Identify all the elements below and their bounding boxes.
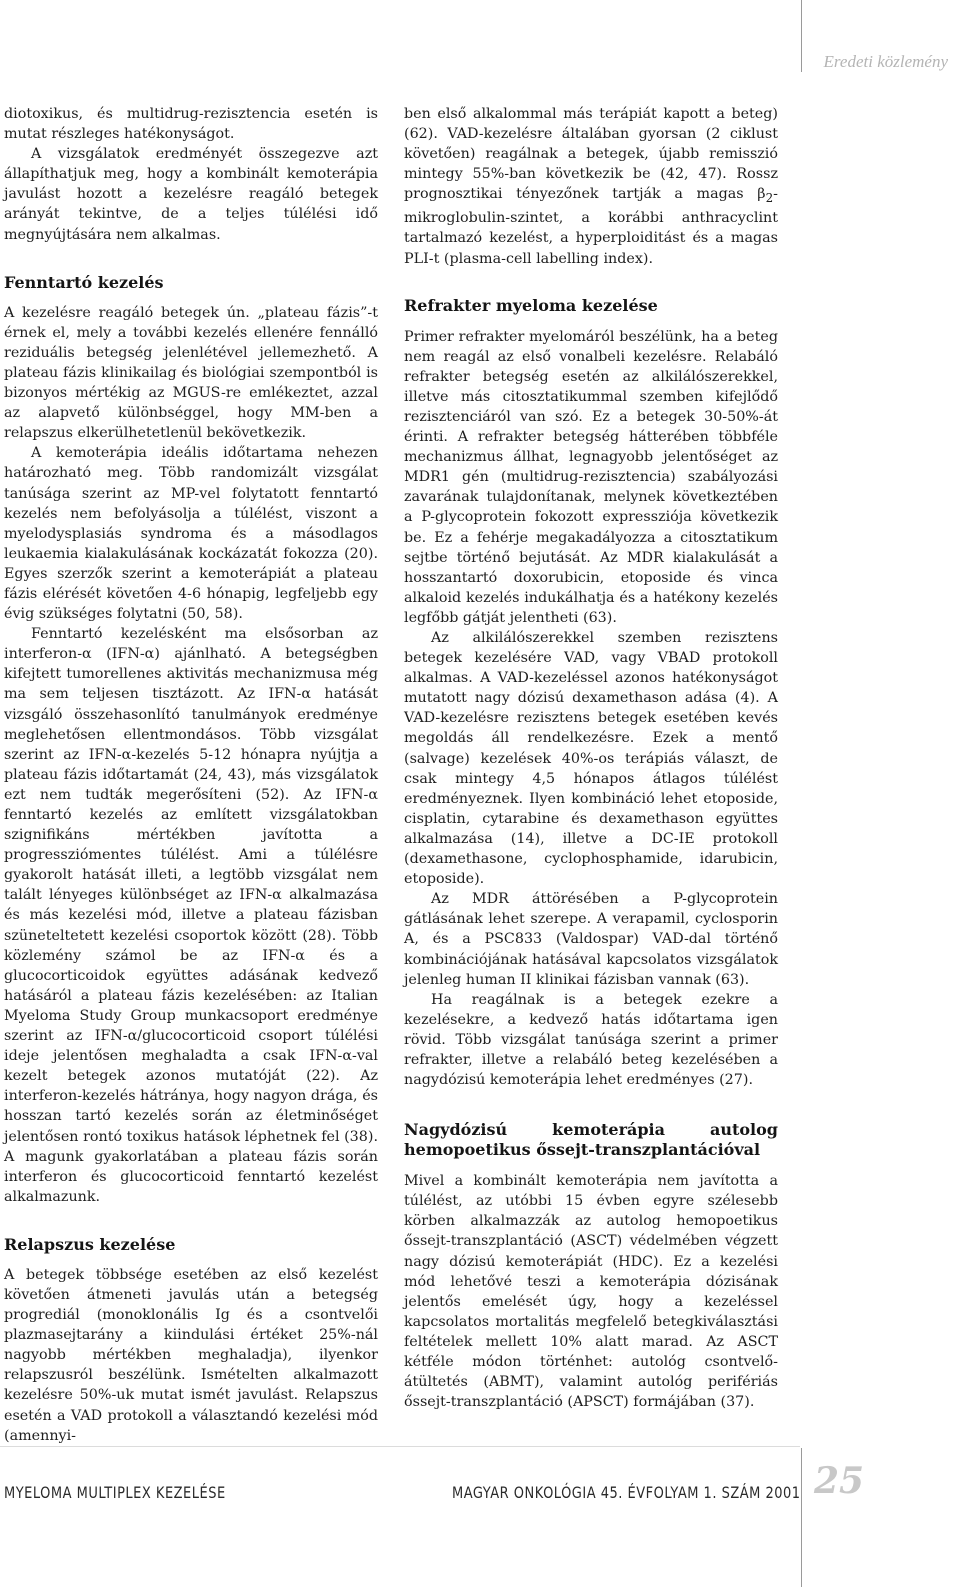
paragraph: Ha reagálnak is a betegek ezekre a kezelésekre, a kedvező hatás időtartama igen rövid. Több vizsgálat tanúsága szerint a primer refrakter, illetve a relabáló beteg kezelésében a nagydózisú kemoterápia lehet eredményes (27). (404, 991, 778, 1089)
section-label: Eredeti közlemény (823, 52, 948, 71)
right-column (404, 104, 778, 1412)
heading-relapse: Relapszus kezelése (4, 1234, 176, 1254)
paragraph: Fenntartó kezelésként ma elsősorban az interferon-α (IFN-α) ajánlható. A betegségben kifejtett tumorellenes aktivitás mechanizmusa még ma sem teljesen tisztázott. Az IFN-α hatását vizsgáló összehasonlító tanulmányok eredménye meglehetősen ellentmondásos. Több vizsgálat szerint az IFN-α-kezelés 5-12 hónapra nyújtja a plateau fázis időtartamát (24, 43), más vizsgálatok ezt nem tudták megerősíteni (52). Az IFN-α fenntartó kezelés az említett vizsgálatokban szignifikáns mértékben javította a progressziómentes túlélést. Ami a túlélésre gyakorolt hatását illeti, a legtöbb vizsgálat nem talált lényeges különbséget az IFN-α alkalmazása és más kezelési mód, illetve a plateau fázisban szüneteltetett kezelési csoportok között (28). Több közlemény számol be az IFN-α és a glucocorticoidok együttes adásának kedvező hatásáról a plateau fázis kezelésében: az Italian Myeloma Study Group munkacsoport eredménye szerint az IFN-α/glucocorticoid csoport túlélési ideje jelentősen meghaladta a csak IFN-α-val kezelt betegek azonos mutatóját (22). Az interferon-kezelés hátránya, hogy nagyon drága, és hosszan tartó kezelés során az életminőséget jelentősen rontó toxikus hatások léphetnek fel (38). A magunk gyakorlatában a plateau fázis során interferon és glucocorticoid fenntartó kezelést alkalmazunk. (4, 626, 378, 1205)
heading-maintenance: Fenntartó kezelés (4, 272, 164, 292)
paragraph (404, 104, 778, 269)
footer-vertical-divider (801, 1448, 802, 1587)
paragraph-text: ben első alkalommal más terápiát kapott a beteg) (62). VAD-kezelésre általában gyorsan (2 ciklust követően) reagálnak a betegek, újabb remisszió mintegy 55%-ban következik be (42, 47). Rossz prognosztikai tényezőnek tartják a magas β (404, 106, 778, 203)
header-divider (801, 0, 802, 72)
paragraph: Mivel a kombinált kemoterápia nem javította a túlélést, az utóbbi 15 évben egyre szélesebb körben alkalmazzák az autolog hemopoetikus őssejt-transzplantáció (ASCT) védelmében végzett nagy dózisú kemoterápiát (HDC). Ez a kezelési mód lehetővé teszi a kemoterápia dózisának jelentős emelését úgy, hogy a kezeléssel kapcsolatos mortalitás megfelelő betegkiválasztási feltételek mellett 10% alatt marad. Az ASCT kétféle módon történhet: autológ csontvelő-átültetés (ABMT), valamint autológ perifériás őssejt-transzplantáció (APSCT) formájában (37). (404, 1173, 778, 1411)
paragraph: diotoxikus, és multidrug-rezisztencia esetén is mutat részleges hatékonyságot. (4, 106, 378, 143)
paragraph: Az alkilálószerekkel szemben rezisztens betegek kezelésére VAD, vagy VBAD protokoll alkalmas. A VAD-kezeléssel azonos hatékonyságot mutatott nagy dózisú dexamethason adása (4). A VAD-kezelésre rezisztens betegek esetében kevés megoldás áll rendelkezésre. Ezek a mentő (salvage) kezelések 40%-os terápiás választ, de csak mintegy 4,5 hónapos átlagos túlélést eredményeznek. Ilyen kombináció lehet etoposide, cisplatin, cytarabine és dexamethason együttes alkalmazása (14), illetve a DC-IE protokoll (dexamethasone, cyclophosphamide, idarubicin, etoposide). (404, 630, 778, 888)
paragraph: A betegek többsége esetében az első kezelést követően átmeneti javulás után a betegség progrediál (monoklonális Ig és a csontvelői plazmasejtarány a kiindulási értéket 25%-nál nagyobb mértékben meghaladja), ilyenkor relapszusról beszélünk. Ismételten alkalmazott kezelésre 50%-uk mutat ismét javulást. Relapszus esetén a VAD protokoll a választandó kezelési mód (amennyi- (4, 1266, 378, 1444)
subscript: 2 (765, 191, 774, 206)
paragraph: A kezelésre reagáló betegek ún. „plateau fázis”-t érnek el, mely a további kezelés ellenére fennálló reziduális betegség jelenlétével jellemezhető. A plateau fázis klinikailag és biológiai szempontból is bizonyos mértékig az MGUS-re emlékeztet, azzal az alapvető különbséggel, hogy MM-ben a relapszus elkerülhetetlenül bekövetkezik. (4, 304, 378, 442)
paragraph-text: -mikroglobulin-szintet, a korábbi anthracyclint tartalmazó kezelést, a hyperploiditást és a magas PLI-t (plasma-cell labelling index). (404, 186, 778, 267)
paragraph: A kemoterápia ideális időtartama nehezen határozható meg. Több randomizált vizsgálat tanúsága szerint az MP-vel folytatott fenntartó kezelés nem befolyásolja a túlélést, viszont a myelodysplasiás syndroma és a másodlagos leukaemia kialakulásának kockázatát fokozza (20). Egyes szerzők szerint a kemoterápiát a plateau fázis elérését követően 4-6 hónapig, legfeljebb egy évig szükséges folytatni (50, 58). (4, 445, 378, 623)
heading-high-dose: Nagydózisú kemoterápia autolog hemopoetikus őssejt-transzplantációval (404, 1120, 778, 1160)
footer-divider (0, 1446, 800, 1447)
left-column (4, 104, 378, 1446)
journal-citation: MAGYAR ONKOLÓGIA 45. ÉVFOLYAM 1. SZÁM 2001 (452, 1484, 801, 1503)
paragraph: Primer refrakter myelomáról beszélünk, ha a beteg nem reagál az első vonalbeli kezelésre. Relabáló refrakter betegség esetén az alkilálószerekkel, illetve más citosztatikummal szemben kifejlődő rezisztenciáról van szó. Ez a betegek 30-50%-át érinti. A refrakter betegség hátterében többféle mechanizmus állhat, legnagyobb jelentőséget az MDR1 gén (multidrug-rezisztencia) szabályozási zavarának tulajdonítanak, melynek következtében a P-glycoprotein fokozott expressziója következik be. Ez a fehérje megakadályozza a citosztatikum sejtbe történő bejutását. Az MDR kialakulását a hosszantartó doxorubicin, etoposide és vinca alkaloid kezelés indukálhatja és a hatékony kezelés legfőbb gátját jelentheti (63). (404, 328, 778, 626)
heading-refractory: Refrakter myeloma kezelése (404, 295, 658, 315)
paragraph: A vizsgálatok eredményét összegezve azt állapíthatjuk meg, hogy a kombinált kemoterápia javulást hozott a kezelésre reagáló betegek arányát tekintve, de a teljes túlélési idő megnyújtására nem alkalmas. (4, 146, 378, 243)
paragraph: Az MDR áttörésében a P-glycoprotein gátlásának lehet szerepe. A verapamil, cyclosporin A, és a PSC833 (Valdospar) VAD-dal történő kombinációjának hatásával kapcsolatos vizsgálatok jelenleg human II klinikai fázisban vannak (63). (404, 891, 778, 988)
running-title: MYELOMA MULTIPLEX KEZELÉSE (4, 1484, 226, 1503)
page-number: 25 (814, 1460, 865, 1502)
